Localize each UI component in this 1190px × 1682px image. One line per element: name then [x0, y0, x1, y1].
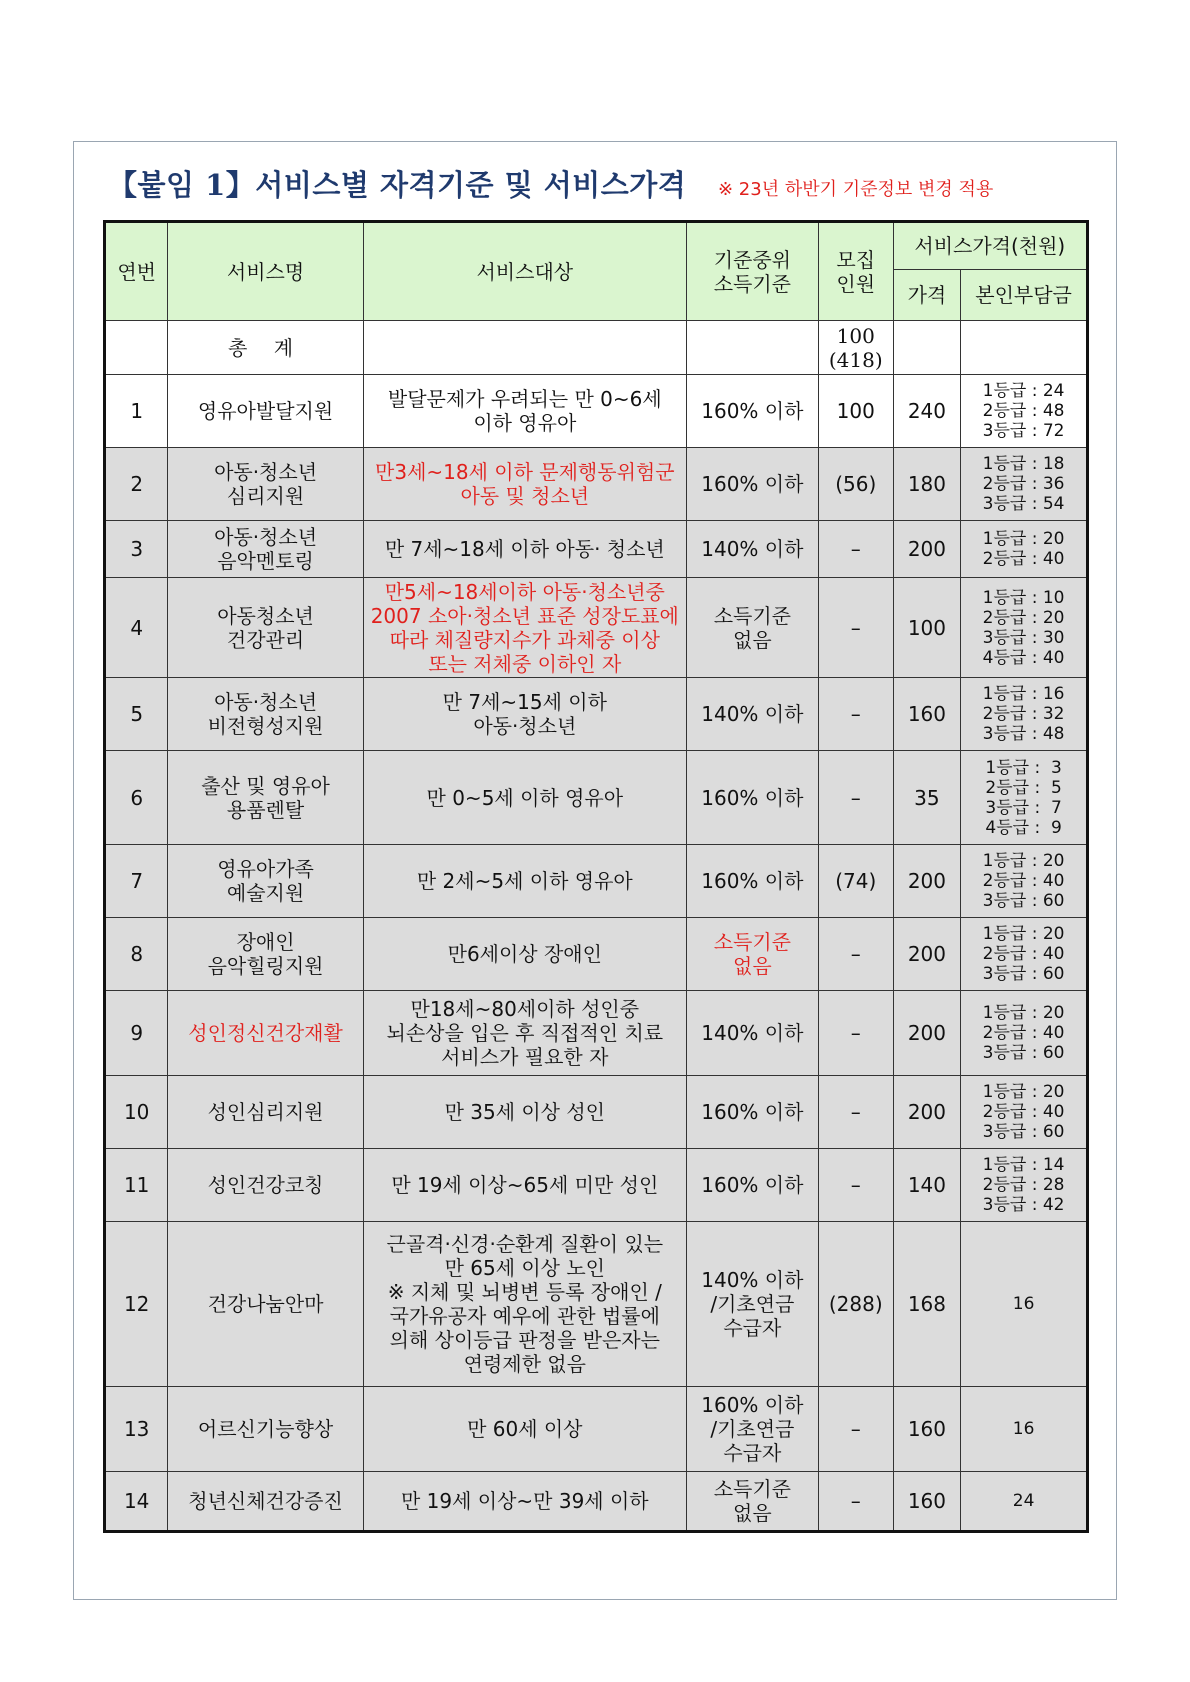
update-notice: ※ 23년 하반기 기준정보 변경 적용 [718, 179, 994, 200]
row-service-name [168, 578, 363, 678]
copay-grade-line: 2등급 : 5 [985, 777, 1062, 798]
service-target-line: 따라 체질량지수가 과체중 이상 [389, 627, 660, 652]
income-criteria-line: 140% 이하 [701, 1268, 804, 1292]
row-copay [961, 1387, 1088, 1472]
income-criteria-line: 없음 [733, 1501, 772, 1525]
table-row [105, 1472, 1088, 1532]
service-name-line: 영유아발달지원 [197, 399, 334, 423]
row-service-target [363, 1472, 686, 1532]
copay-grade-line: 3등급 : 48 [982, 724, 1065, 744]
copay-grades [983, 851, 1065, 911]
row-price: 200 [893, 845, 961, 918]
row-income-criteria [686, 991, 818, 1076]
income-criteria-line: 160% 이하 [701, 869, 804, 893]
table-row [105, 751, 1088, 845]
row-income-criteria [686, 845, 818, 918]
income-criteria-line: 없음 [733, 627, 772, 652]
copay-grade-line: 1등급 : 18 [982, 454, 1065, 474]
service-target-line: 또는 저체중 이하인 자 [428, 651, 622, 676]
row-recruit: 100 [818, 375, 893, 448]
row-income-criteria [686, 1222, 818, 1387]
row-copay [961, 991, 1088, 1076]
row-recruit: (56) [818, 448, 893, 521]
copay-grade-line: 1등급 : 3 [985, 757, 1062, 778]
total-income [686, 321, 818, 375]
income-criteria-line: 소득기준 [713, 603, 791, 628]
service-target-line: 만 19세 이상~65세 미만 성인 [391, 1173, 659, 1197]
row-recruit: – [818, 578, 893, 678]
copay-grades [983, 684, 1065, 744]
income-criteria-line: 160% 이하 [701, 1100, 804, 1124]
service-name-line: 아동·청소년 [214, 460, 318, 484]
row-no: 10 [105, 1076, 168, 1149]
row-service-target [363, 578, 686, 678]
header-recruit-line1: 모집 [836, 247, 876, 272]
service-target-line: 연령제한 없음 [463, 1352, 586, 1376]
copay-grade-line: 4등급 : 40 [982, 647, 1065, 668]
service-name-line: 아동·청소년 [214, 525, 318, 549]
row-price: 240 [893, 375, 961, 448]
income-criteria-line: 수급자 [723, 1316, 782, 1340]
row-copay [961, 678, 1088, 751]
service-target-line: 만 60세 이상 [467, 1417, 583, 1441]
row-recruit: – [818, 1076, 893, 1149]
copay-value: 24 [1012, 1491, 1035, 1511]
copay-grades [983, 529, 1065, 569]
service-target-line: 만5세~18세이하 아동·청소년중 [384, 579, 665, 604]
service-target-line: ※ 지체 및 뇌병변 등록 장애인 / [387, 1280, 662, 1304]
copay-grade-line: 3등급 : 42 [982, 1195, 1065, 1215]
table-row [105, 918, 1088, 991]
row-price: 168 [893, 1222, 961, 1387]
service-target-line: 만 0~5세 이하 영유아 [426, 785, 624, 810]
total-price [893, 321, 961, 375]
copay-grade-line: 1등급 : 20 [982, 924, 1065, 944]
row-income-criteria [686, 1472, 818, 1532]
header-recruit [818, 222, 893, 321]
income-criteria-line: 160% 이하 [701, 1173, 804, 1197]
row-income-criteria [686, 448, 818, 521]
row-no: 13 [105, 1387, 168, 1472]
row-income-criteria [686, 375, 818, 448]
copay-grade-line: 1등급 : 24 [982, 381, 1065, 401]
row-copay [961, 521, 1088, 578]
table-row [105, 1222, 1088, 1387]
service-name-line: 영유아가족 [217, 857, 314, 881]
service-name-line: 어르신기능향상 [197, 1417, 334, 1441]
service-name-line: 건강관리 [226, 627, 305, 652]
row-recruit: (288) [818, 1222, 893, 1387]
row-price: 160 [893, 678, 961, 751]
header-income-criteria [686, 222, 818, 321]
row-price: 200 [893, 991, 961, 1076]
header-service-target: 서비스대상 [363, 222, 686, 321]
service-name-line: 심리지원 [226, 484, 305, 508]
row-recruit: – [818, 918, 893, 991]
copay-grade-line: 2등급 : 40 [982, 1023, 1065, 1043]
row-no: 3 [105, 521, 168, 578]
total-label: 총 계 [168, 321, 363, 375]
header-income-line1: 기준중위 [713, 247, 791, 272]
row-recruit: – [818, 991, 893, 1076]
row-service-target [363, 845, 686, 918]
row-price: 100 [893, 578, 961, 678]
row-no: 11 [105, 1149, 168, 1222]
copay-grade-line: 1등급 : 10 [982, 587, 1065, 608]
row-income-criteria [686, 918, 818, 991]
copay-grade-line: 3등급 : 60 [982, 1122, 1065, 1142]
service-target-line: 발달문제가 우려되는 만 0~6세 [387, 387, 662, 411]
service-target-line: 이하 영유아 [473, 411, 577, 435]
row-copay [961, 751, 1088, 845]
income-criteria-line: 160% 이하 [701, 785, 804, 810]
row-service-target [363, 1222, 686, 1387]
income-criteria-line: 140% 이하 [701, 1021, 804, 1045]
row-service-name [168, 521, 363, 578]
row-copay [961, 375, 1088, 448]
table-row [105, 448, 1088, 521]
row-copay [961, 845, 1088, 918]
copay-grades [985, 758, 1061, 838]
copay-grade-line: 3등급 : 60 [982, 891, 1065, 911]
income-criteria-line: 140% 이하 [701, 702, 804, 726]
table-row [105, 845, 1088, 918]
service-target-line: 서비스가 필요한 자 [441, 1045, 609, 1069]
row-service-target [363, 521, 686, 578]
header-service-name: 서비스명 [168, 222, 363, 321]
row-service-target [363, 448, 686, 521]
row-service-name [168, 1387, 363, 1472]
header-copay: 본인부담금 [961, 270, 1088, 321]
row-service-name [168, 845, 363, 918]
title-row [108, 163, 1068, 207]
copay-grades [983, 1155, 1065, 1215]
row-service-name [168, 1076, 363, 1149]
header-price: 가격 [893, 270, 961, 321]
row-copay [961, 1222, 1088, 1387]
table-row [105, 1149, 1088, 1222]
service-name-line: 음악힐링지원 [207, 954, 324, 978]
total-recruit-line1: 100 [836, 323, 875, 348]
row-service-target [363, 751, 686, 845]
page-title: 【붙임 1】서비스별 자격기준 및 서비스가격 [108, 168, 687, 202]
row-income-criteria [686, 1149, 818, 1222]
copay-grades [983, 1082, 1065, 1142]
header-no: 연번 [105, 222, 168, 321]
row-service-target [363, 991, 686, 1076]
row-copay [961, 1472, 1088, 1532]
row-income-criteria [686, 1387, 818, 1472]
row-copay [961, 578, 1088, 678]
service-target-line: 의해 상이등급 판정을 받은자는 [389, 1328, 660, 1352]
row-service-name [168, 1222, 363, 1387]
income-criteria-line: 소득기준 [713, 1477, 791, 1501]
row-copay [961, 918, 1088, 991]
total-row [105, 321, 1088, 375]
row-price: 160 [893, 1472, 961, 1532]
service-name-line: 성인심리지원 [207, 1100, 324, 1124]
service-target-line: 2007 소아·청소년 표준 성장도표에 [370, 603, 679, 628]
row-service-name [168, 375, 363, 448]
service-name-line: 청년신체건강증진 [188, 1489, 343, 1513]
row-recruit: – [818, 1387, 893, 1472]
copay-grade-line: 1등급 : 20 [982, 529, 1065, 549]
row-no: 2 [105, 448, 168, 521]
row-service-target [363, 918, 686, 991]
row-service-target [363, 1149, 686, 1222]
copay-grade-line: 2등급 : 28 [982, 1175, 1065, 1195]
copay-grade-line: 4등급 : 9 [985, 817, 1062, 838]
row-income-criteria [686, 578, 818, 678]
row-copay [961, 448, 1088, 521]
copay-grade-line: 2등급 : 40 [982, 549, 1065, 569]
copay-grades [983, 924, 1065, 984]
service-name-line: 비전형성지원 [207, 714, 324, 738]
service-name-line: 용품렌탈 [226, 797, 305, 822]
row-service-name [168, 751, 363, 845]
service-target-line: 아동 및 청소년 [460, 484, 590, 508]
copay-value: 16 [1012, 1294, 1035, 1314]
copay-grades [983, 381, 1065, 441]
copay-grades [983, 588, 1065, 668]
row-income-criteria [686, 678, 818, 751]
copay-grade-line: 1등급 : 20 [982, 1003, 1065, 1023]
row-income-criteria [686, 751, 818, 845]
service-target-line: 만 7세~15세 이하 [442, 690, 607, 714]
row-service-target [363, 375, 686, 448]
row-no: 8 [105, 918, 168, 991]
copay-grade-line: 3등급 : 60 [982, 964, 1065, 984]
service-target-line: 만6세이상 장애인 [447, 942, 602, 966]
row-price: 200 [893, 918, 961, 991]
service-name-line: 성인건강코칭 [207, 1173, 324, 1197]
service-name-line: 아동청소년 [217, 603, 314, 628]
row-service-target [363, 1076, 686, 1149]
service-target-line: 만 2세~5세 이하 영유아 [416, 869, 633, 893]
table-row [105, 521, 1088, 578]
service-name-line: 성인정신건강재활 [188, 1021, 343, 1045]
service-name-line: 장애인 [236, 930, 295, 954]
table-row [105, 375, 1088, 448]
income-criteria-line: /기초연금 [710, 1292, 795, 1316]
row-price: 200 [893, 521, 961, 578]
row-no: 14 [105, 1472, 168, 1532]
copay-grade-line: 1등급 : 20 [982, 1082, 1065, 1102]
copay-value: 16 [1012, 1419, 1035, 1439]
service-name-line: 예술지원 [226, 881, 305, 905]
service-target-line: 근골격·신경·순환계 질환이 있는 [386, 1232, 664, 1256]
income-criteria-line: 160% 이하 [701, 472, 804, 496]
copay-grade-line: 2등급 : 48 [982, 401, 1065, 421]
income-criteria-line: 소득기준 [713, 930, 791, 954]
copay-grade-line: 1등급 : 14 [982, 1155, 1065, 1175]
copay-grade-line: 1등급 : 20 [982, 851, 1065, 871]
service-target-line: 아동·청소년 [473, 714, 577, 738]
table-row [105, 991, 1088, 1076]
total-recruit-line2: (418) [828, 347, 883, 372]
row-service-target [363, 1387, 686, 1472]
table-row [105, 1076, 1088, 1149]
row-service-name [168, 448, 363, 521]
table-row [105, 578, 1088, 678]
service-target-line: 만 7세~18세 이하 아동· 청소년 [384, 537, 665, 561]
service-target-line: 국가유공자 예우에 관한 법률에 [389, 1304, 660, 1328]
copay-grades [983, 1003, 1065, 1063]
row-income-criteria [686, 521, 818, 578]
row-price: 200 [893, 1076, 961, 1149]
copay-grade-line: 2등급 : 32 [982, 704, 1065, 724]
table-row [105, 678, 1088, 751]
service-target-line: 만3세~18세 이하 문제행동위험군 [375, 460, 675, 484]
total-copay [961, 321, 1088, 375]
service-target-line: 만18세~80세이하 성인중 [410, 997, 640, 1021]
service-target-line: 만 35세 이상 성인 [444, 1100, 606, 1124]
copay-grade-line: 1등급 : 16 [982, 684, 1065, 704]
row-recruit: – [818, 678, 893, 751]
row-no: 5 [105, 678, 168, 751]
copay-grades [983, 454, 1065, 514]
income-criteria-line: 수급자 [723, 1441, 782, 1465]
income-criteria-line: 없음 [733, 954, 772, 978]
row-recruit: – [818, 1149, 893, 1222]
row-no: 12 [105, 1222, 168, 1387]
row-recruit: (74) [818, 845, 893, 918]
copay-grade-line: 2등급 : 40 [982, 871, 1065, 891]
income-criteria-line: 140% 이하 [701, 537, 804, 561]
table-row [105, 1387, 1088, 1472]
header-income-line2: 소득기준 [713, 271, 791, 296]
row-no: 7 [105, 845, 168, 918]
row-service-name [168, 1472, 363, 1532]
row-service-target [363, 678, 686, 751]
row-no: 6 [105, 751, 168, 845]
income-criteria-line: 160% 이하 [701, 1393, 804, 1417]
copay-grade-line: 3등급 : 60 [982, 1043, 1065, 1063]
row-price: 35 [893, 751, 961, 845]
copay-grade-line: 2등급 : 40 [982, 1102, 1065, 1122]
copay-grade-line: 3등급 : 30 [982, 627, 1065, 648]
copay-grade-line: 2등급 : 40 [982, 944, 1065, 964]
row-no: 9 [105, 991, 168, 1076]
total-no [105, 321, 168, 375]
service-target-line: 만 19세 이상~만 39세 이하 [400, 1489, 649, 1513]
income-criteria-line: /기초연금 [710, 1417, 795, 1441]
service-target-line: 만 65세 이상 노인 [444, 1256, 606, 1280]
header-price-group: 서비스가격(천원) [893, 222, 1087, 270]
row-service-name [168, 678, 363, 751]
income-criteria-line: 160% 이하 [701, 399, 804, 423]
header-recruit-line2: 인원 [836, 271, 876, 296]
service-target-line: 뇌손상을 입은 후 직접적인 치료 [386, 1021, 664, 1045]
service-name-line: 출산 및 영유아 [201, 773, 330, 798]
row-copay [961, 1076, 1088, 1149]
row-service-name [168, 918, 363, 991]
service-table [103, 220, 1089, 1533]
row-recruit: – [818, 521, 893, 578]
row-price: 160 [893, 1387, 961, 1472]
row-price: 140 [893, 1149, 961, 1222]
copay-grade-line: 2등급 : 20 [982, 607, 1065, 628]
row-recruit: – [818, 1472, 893, 1532]
total-target [363, 321, 686, 375]
service-name-line: 건강나눔안마 [207, 1292, 324, 1316]
copay-grade-line: 2등급 : 36 [982, 474, 1065, 494]
service-name-line: 아동·청소년 [214, 690, 318, 714]
service-name-line: 음악멘토링 [217, 549, 314, 573]
row-service-name [168, 1149, 363, 1222]
copay-grade-line: 3등급 : 54 [982, 494, 1065, 514]
row-no: 1 [105, 375, 168, 448]
total-recruit [818, 321, 893, 375]
row-income-criteria [686, 1076, 818, 1149]
copay-grade-line: 3등급 : 72 [982, 421, 1065, 441]
copay-grade-line: 3등급 : 7 [985, 797, 1062, 818]
row-price: 180 [893, 448, 961, 521]
row-copay [961, 1149, 1088, 1222]
row-recruit: – [818, 751, 893, 845]
row-no: 4 [105, 578, 168, 678]
row-service-name [168, 991, 363, 1076]
